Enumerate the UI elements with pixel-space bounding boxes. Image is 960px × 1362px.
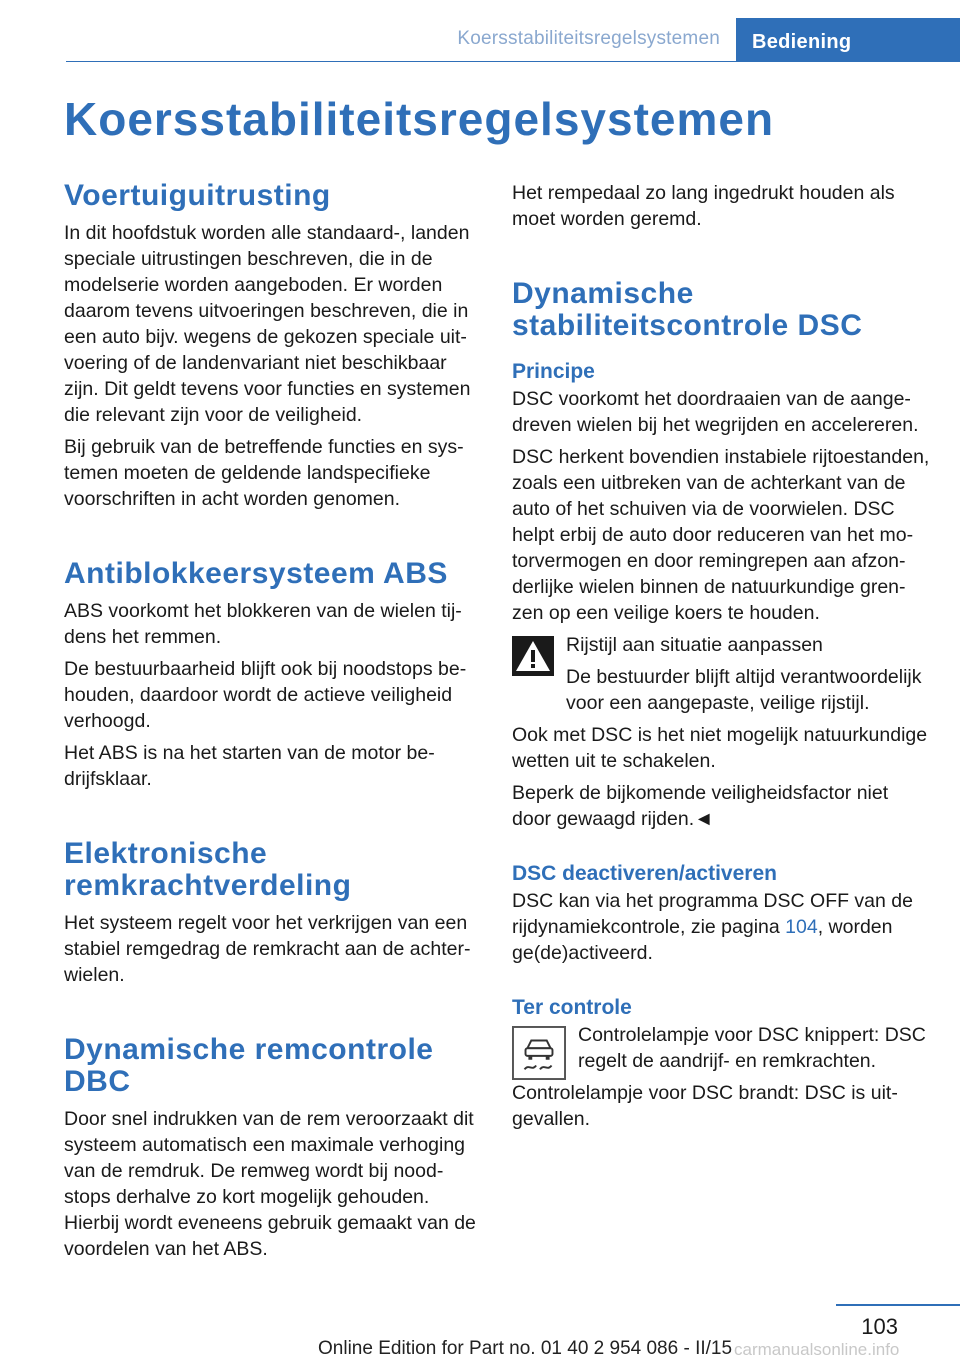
paragraph: DSC herkent bovendien instabiele rijtoestanden, zoals een uitbreken van de achterkant van de auto of het schuiven via de voorwielen. DSC helpt erbij de auto door reduceren van het motorvermogen en door remingrepen aan afzonderlijke wielen binnen de natuurkundige grenzen op een veilige koers te houden. (512, 446, 930, 624)
subheading-principe: Principe (512, 360, 595, 383)
paragraph: Door snel indrukken van de rem veroorzaakt dit systeem automatisch een maximale verhoging van de remdruk. De remweg wordt bij noodstops derhalve zo kort mogelijk gehouden. Hierbij wordt eveneens gebruik gemaakt van de voordelen van het ABS. (64, 1108, 476, 1260)
subheading-dsc-deactiveren: DSC deactiveren/activeren (512, 862, 777, 885)
paragraph: Controlelampje voor DSC brandt: DSC is uitgevallen. (512, 1082, 898, 1130)
page-title: Koersstabiliteitsregelsystemen (64, 93, 775, 145)
paragraph: Het rempedaal zo lang ingedrukt houden als moet worden geremd. (512, 182, 895, 230)
warning-triangle-icon (512, 636, 554, 676)
warning-text: De bestuurder blijft altijd verantwoordelijk voor een aangepaste, veilige rijstijl. (566, 666, 922, 714)
running-header (0, 0, 960, 62)
page-link[interactable]: 104 (785, 916, 818, 938)
watermark: carmanualsonline.info (734, 1340, 900, 1359)
subheading-ter-controle: Ter controle (512, 996, 632, 1019)
paragraph: Bij gebruik van de betreffende functies en systemen moeten de geldende landspecifieke voorschriften in acht worden genomen. (64, 436, 464, 510)
text-span: , worden ge(de)activeerd. (512, 916, 893, 964)
text-span: DSC kan via het programma DSC OFF van de rijdynamiekcontrole, zie pagina (512, 890, 913, 938)
indicator-notice (512, 1022, 930, 1080)
paragraph: Beperk de bijkomende veiligheidsfactor niet door gewaagd rijden.◄ (512, 782, 889, 830)
paragraph: Het systeem regelt voor het verkrijgen van een stabiel remgedrag de remkracht aan de achterwielen. (64, 912, 471, 986)
paragraph-page-ref (512, 888, 930, 966)
dsc-indicator-lamp-icon (512, 1026, 566, 1080)
heading-abs: Antiblokkeersysteem ABS (64, 557, 448, 590)
heading-voertuiguitrusting: Voertuiguitrusting (64, 179, 331, 212)
left-column (64, 180, 482, 1268)
footer-rule (836, 1304, 960, 1306)
heading-remkrachtverdeling: Elektronische remkrachtverdeling (64, 837, 352, 902)
heading-dbc: Dynamische remcontrole DBC (64, 1033, 434, 1098)
right-column (512, 180, 930, 1138)
header-rule (66, 61, 736, 62)
paragraph: ABS voorkomt het blokkeren van de wielen tijdens het remmen. (64, 600, 462, 648)
heading-dsc: Dynamische stabiliteitscontrole DSC (512, 277, 863, 342)
paragraph: DSC voorkomt het doordraaien van de aangedreven wielen bij het wegrijden en accelereren. (512, 388, 919, 436)
edition-text: Online Edition for Part no. 01 40 2 954 086 - II/15 (318, 1338, 733, 1359)
page-number: 103 (861, 1314, 898, 1339)
breadcrumb: Koersstabiliteitsregelsystemen (457, 28, 720, 49)
paragraph: Het ABS is na het starten van de motor bedrijfsklaar. (64, 742, 435, 790)
paragraph: Controlelampje voor DSC knippert: DSC regelt de aandrijf- en remkrachten. (578, 1024, 926, 1072)
warning-title: Rijstijl aan situatie aanpassen (566, 634, 823, 656)
paragraph: De bestuurbaarheid blijft ook bij noodstops behouden, daardoor wordt de actieve veiligheid verhoogd. (64, 658, 467, 732)
paragraph: In dit hoofdstuk worden alle standaard-, landen speciale uitrustingen beschreven, die in de modelserie worden aangeboden. Er worden daarom tevens uitvoeringen beschreven, die in een auto bijv. wegens de gekozen speciale uitvoering of de landenvariant niet beschikbaar zijn. Dit geldt tevens voor functies en systemen die relevant zijn voor de veiligheid. (64, 222, 471, 426)
warning-notice (512, 632, 930, 722)
paragraph: Ook met DSC is het niet mogelijk natuurkundige wetten uit te schakelen. (512, 724, 928, 772)
tab-bediening[interactable]: Bediening (736, 18, 960, 62)
